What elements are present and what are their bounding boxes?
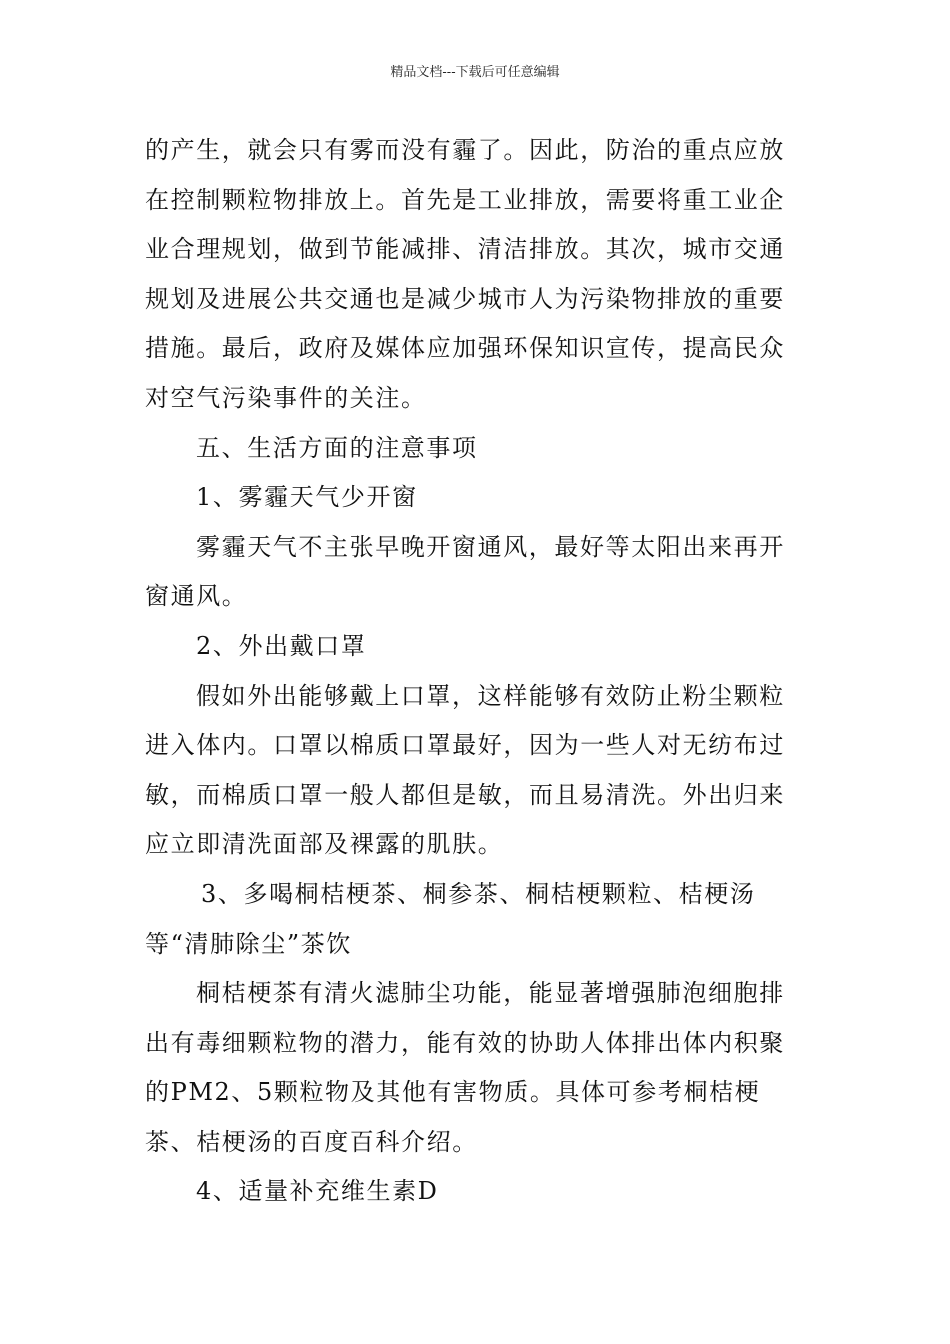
- item-heading-4: 4、适量补充维生素D: [196, 1177, 439, 1206]
- section-heading-five: 五、生活方面的注意事项: [196, 433, 478, 462]
- paragraph-mask: 假如外出能够戴上口罩，这样能够有效防止粉尘颗粒进入体内。口罩以棉质口罩最好，因为一些人对无纺布过敏，而棉质口罩一般人都但是敏，而且易清洗。外出归来应立即清洗面部及裸露的肌肤。: [145, 681, 785, 859]
- item-heading-2: 2、外出戴口罩: [196, 631, 367, 660]
- item-heading-3: 3、多喝桐桔梗茶、桐参茶、桐桔梗颗粒、桔梗汤等“清肺除尘”茶饮: [145, 879, 756, 958]
- item-heading-1: 1、雾霾天气少开窗: [196, 483, 418, 512]
- paragraph-prevention: 的产生，就会只有雾而没有霾了。因此，防治的重点应放在控制颗粒物排放上。首先是工业排放，需要将重工业企业合理规划，做到节能减排、清洁排放。其次，城市交通规划及进展公共交通也是减少城市人为污染物排放的重要措施。最后，政府及媒体应加强环保知识宣传，提高民众对空气污染事件的关注。: [145, 136, 785, 412]
- paragraph-tea: 桐桔梗茶有清火滤肺尘功能，能显著增强肺泡细胞排出有毒细颗粒物的潜力，能有效的协助人体排出体内积聚的PM2、5颗粒物及其他有害物质。具体可参考桐桔梗茶、桔梗汤的百度百科介绍。: [145, 979, 785, 1156]
- paragraph-window: 雾霾天气不主张早晚开窗通风，最好等太阳出来再开窗通风。: [145, 532, 785, 611]
- document-body: [145, 126, 807, 1217]
- page-header: 精品文档---下载后可任意编辑: [390, 65, 560, 80]
